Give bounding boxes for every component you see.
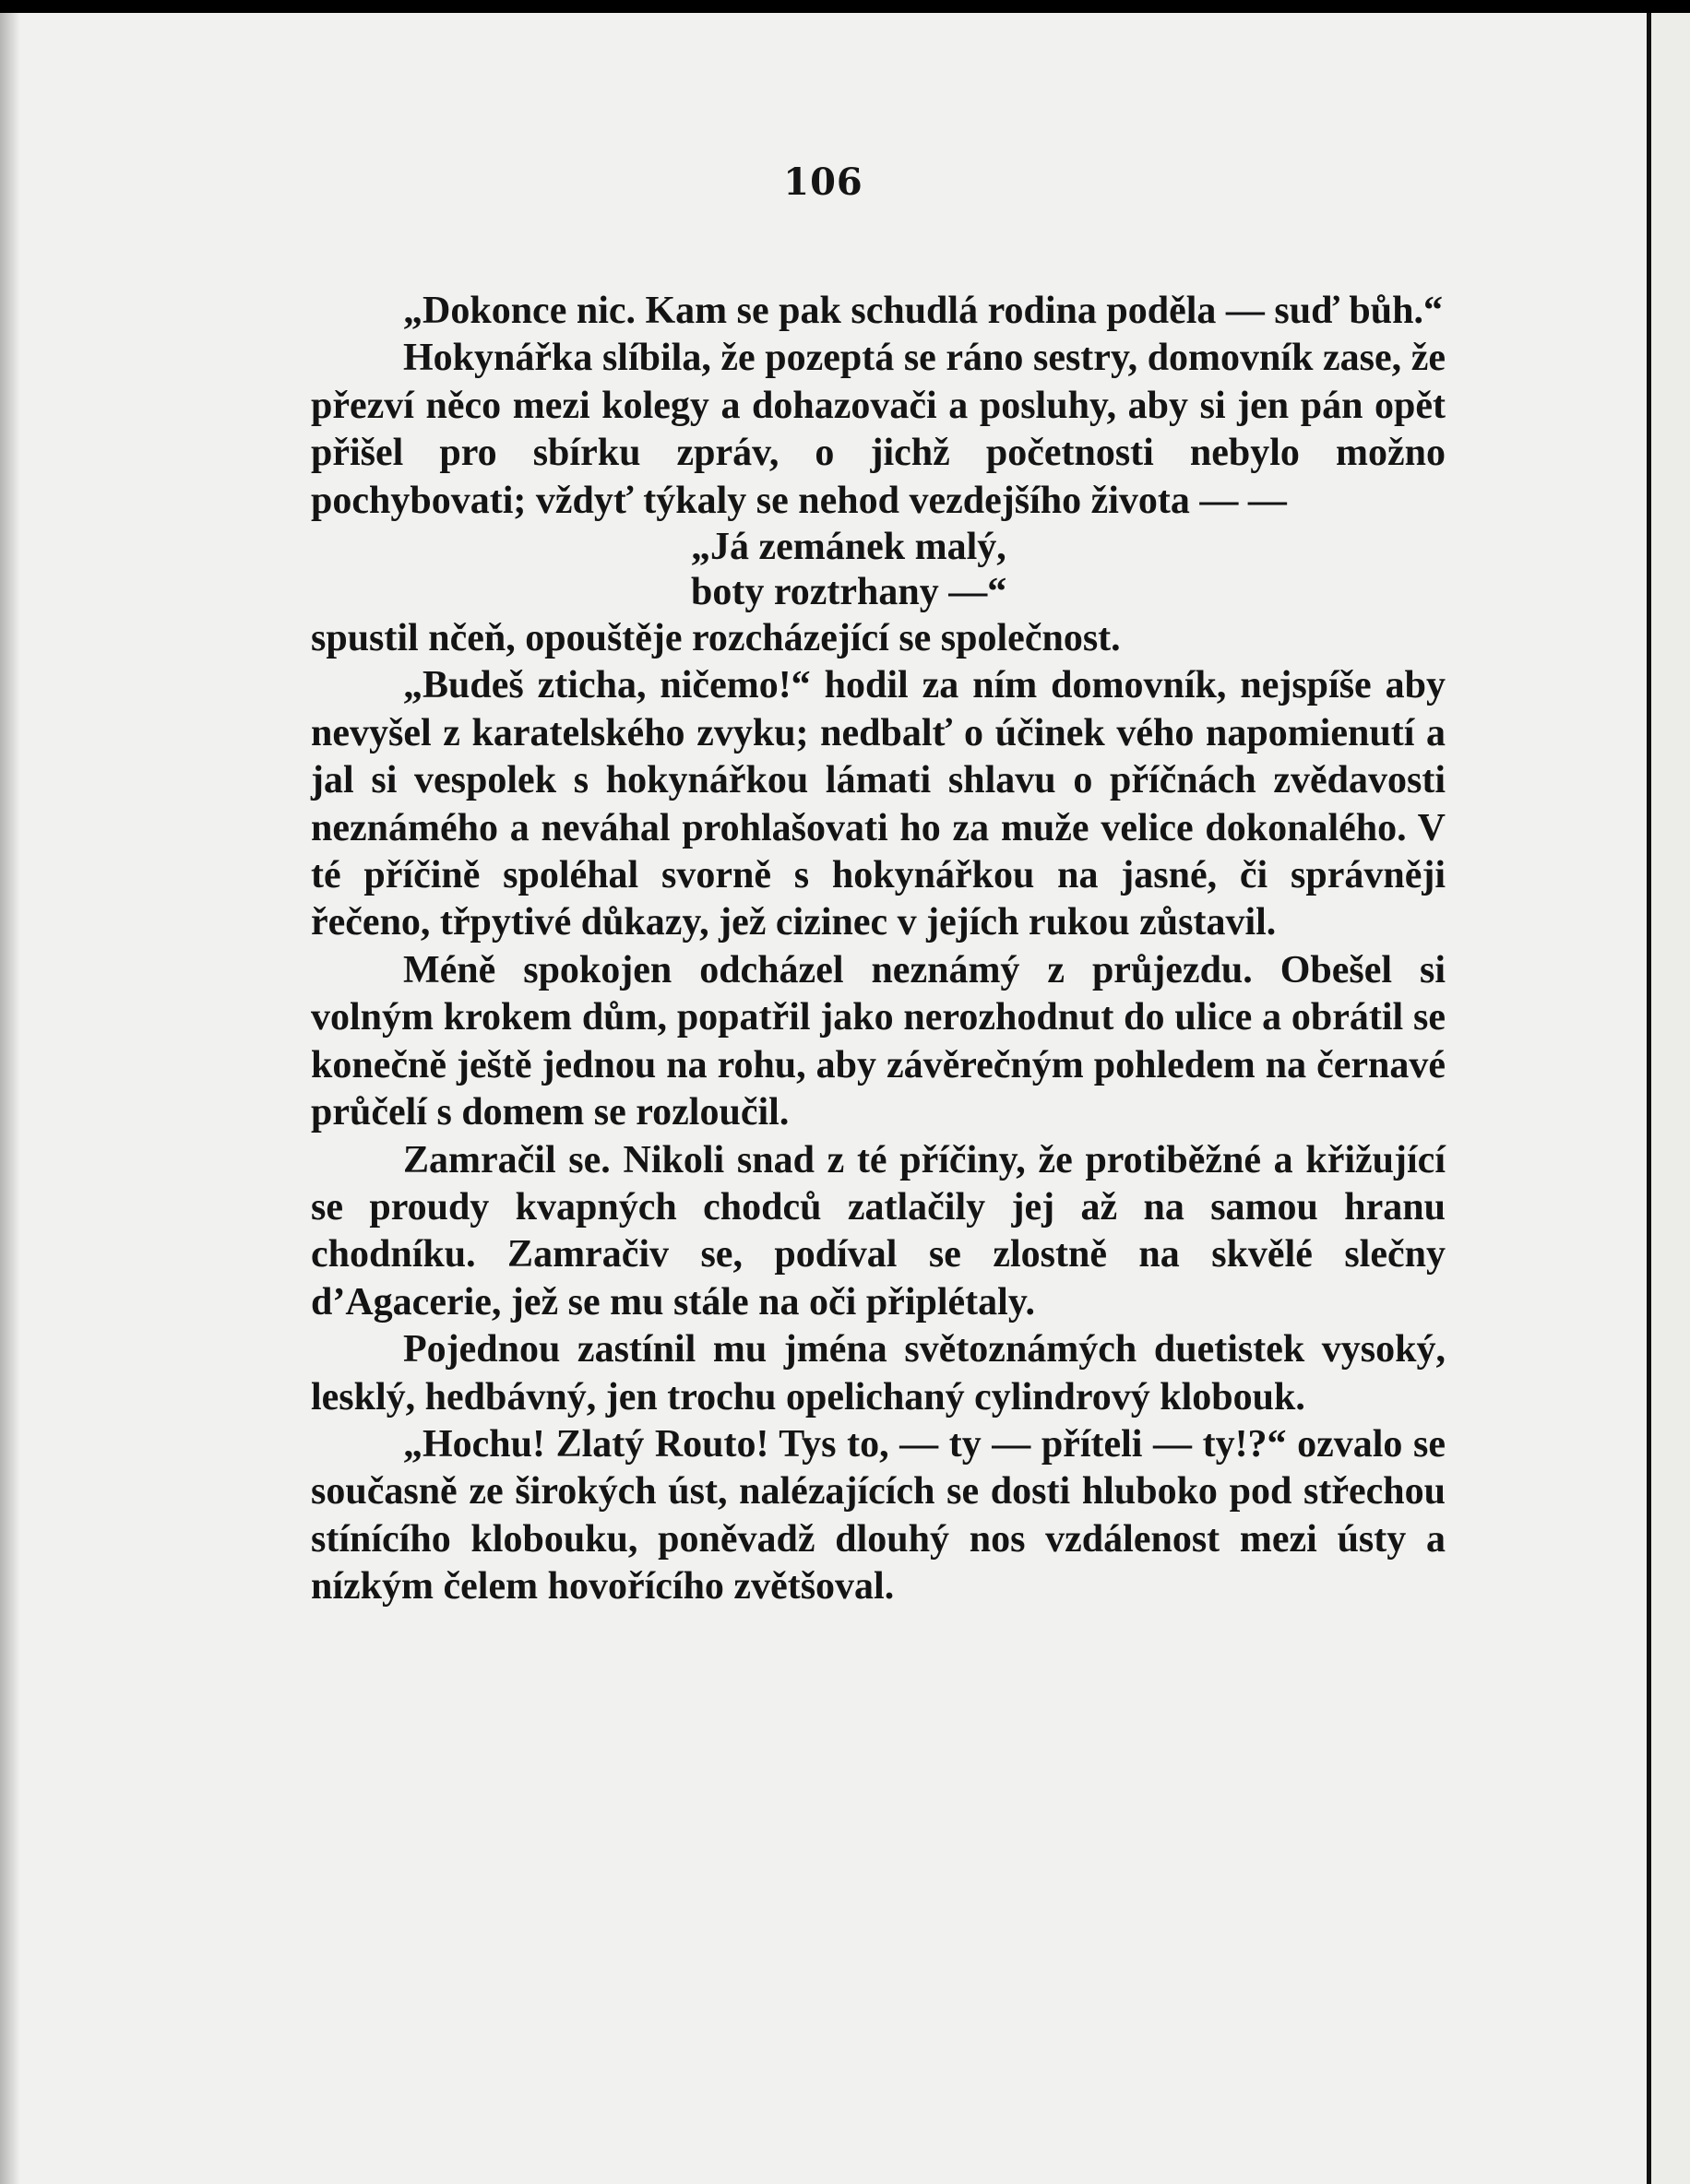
verse-line: boty roztrhany —“ bbox=[691, 571, 1007, 614]
page-number: 106 bbox=[783, 160, 863, 204]
body-text bbox=[311, 288, 1446, 1611]
paragraph: „Budeš zticha, ničemo!“ hodil za ním domovník, nejspíše aby nevyšel z karatelského zvyku; nedbalť o účinek vého napomienutí a jal si vespolek s hokynářkou lámati shlavu o příčnách zvědavosti neznámého a neváhal prohlašovati ho za muže velice dokonalého. V té příčině spoléhal svorně s hokynářkou na jasné, či správněji řečeno, třpytivé důkazy, jež cizinec v jejích rukou zůstavil. bbox=[311, 664, 1446, 944]
verse-line: „Já zemánek malý, bbox=[691, 526, 1006, 569]
paragraph: Hokynářka slíbila, že pozeptá se ráno sestry, domovník zase, že přezví něco mezi kolegy a dohazovači a posluhy, aby si jen pán opět přišel pro sbírku zpráv, o jichž početnosti nebylo možno pochybovati; vždyť týkaly se nehod vezdejšího života — — bbox=[311, 337, 1446, 522]
paragraph: „Hochu! Zlatý Routo! Tys to, — ty — příteli — ty!?“ ozvalo se současně ze širokých úst, nalézajících se dosti hluboko pod střechou stínícího klobouku, poněvadž dlouhý nos vzdálenost mezi ústy a nízkým čelem hovořícího zvětšoval. bbox=[311, 1422, 1446, 1608]
paragraph: spustil nčeň, opouštěje rozcházející se společnost. bbox=[311, 617, 1121, 660]
book-page bbox=[0, 13, 1647, 2184]
paragraph: Zamračil se. Nikoli snad z té příčiny, že protiběžné a křižující se proudy kvapných chodců zatlačily jej až na samou hranu chodníku. Zamračiv se, podíval se zlostně na skvělé slečny d’Agacerie, jež se mu stále na oči připlétaly. bbox=[311, 1138, 1446, 1323]
verse-quote bbox=[691, 525, 1446, 615]
paragraph: „Dokonce nic. Kam se pak schudlá rodina poděla — suď bůh.“ bbox=[403, 290, 1443, 332]
paragraph: Pojednou zastínil mu jména světoznámých duetistek vysoký, lesklý, hedbávný, jen trochu opelichaný cylindrový klobouk. bbox=[311, 1328, 1446, 1418]
scan-border bbox=[1647, 13, 1690, 2184]
page-edge-shadow bbox=[0, 13, 20, 2184]
paragraph: Méně spokojen odcházel neznámý z průjezdu. Obešel si volným krokem dům, popatřil jako nerozhodnut do ulice a obrátil se konečně ještě jednou na rohu, aby závěrečným pohledem na černavé průčelí s domem se rozloučil. bbox=[311, 948, 1446, 1134]
